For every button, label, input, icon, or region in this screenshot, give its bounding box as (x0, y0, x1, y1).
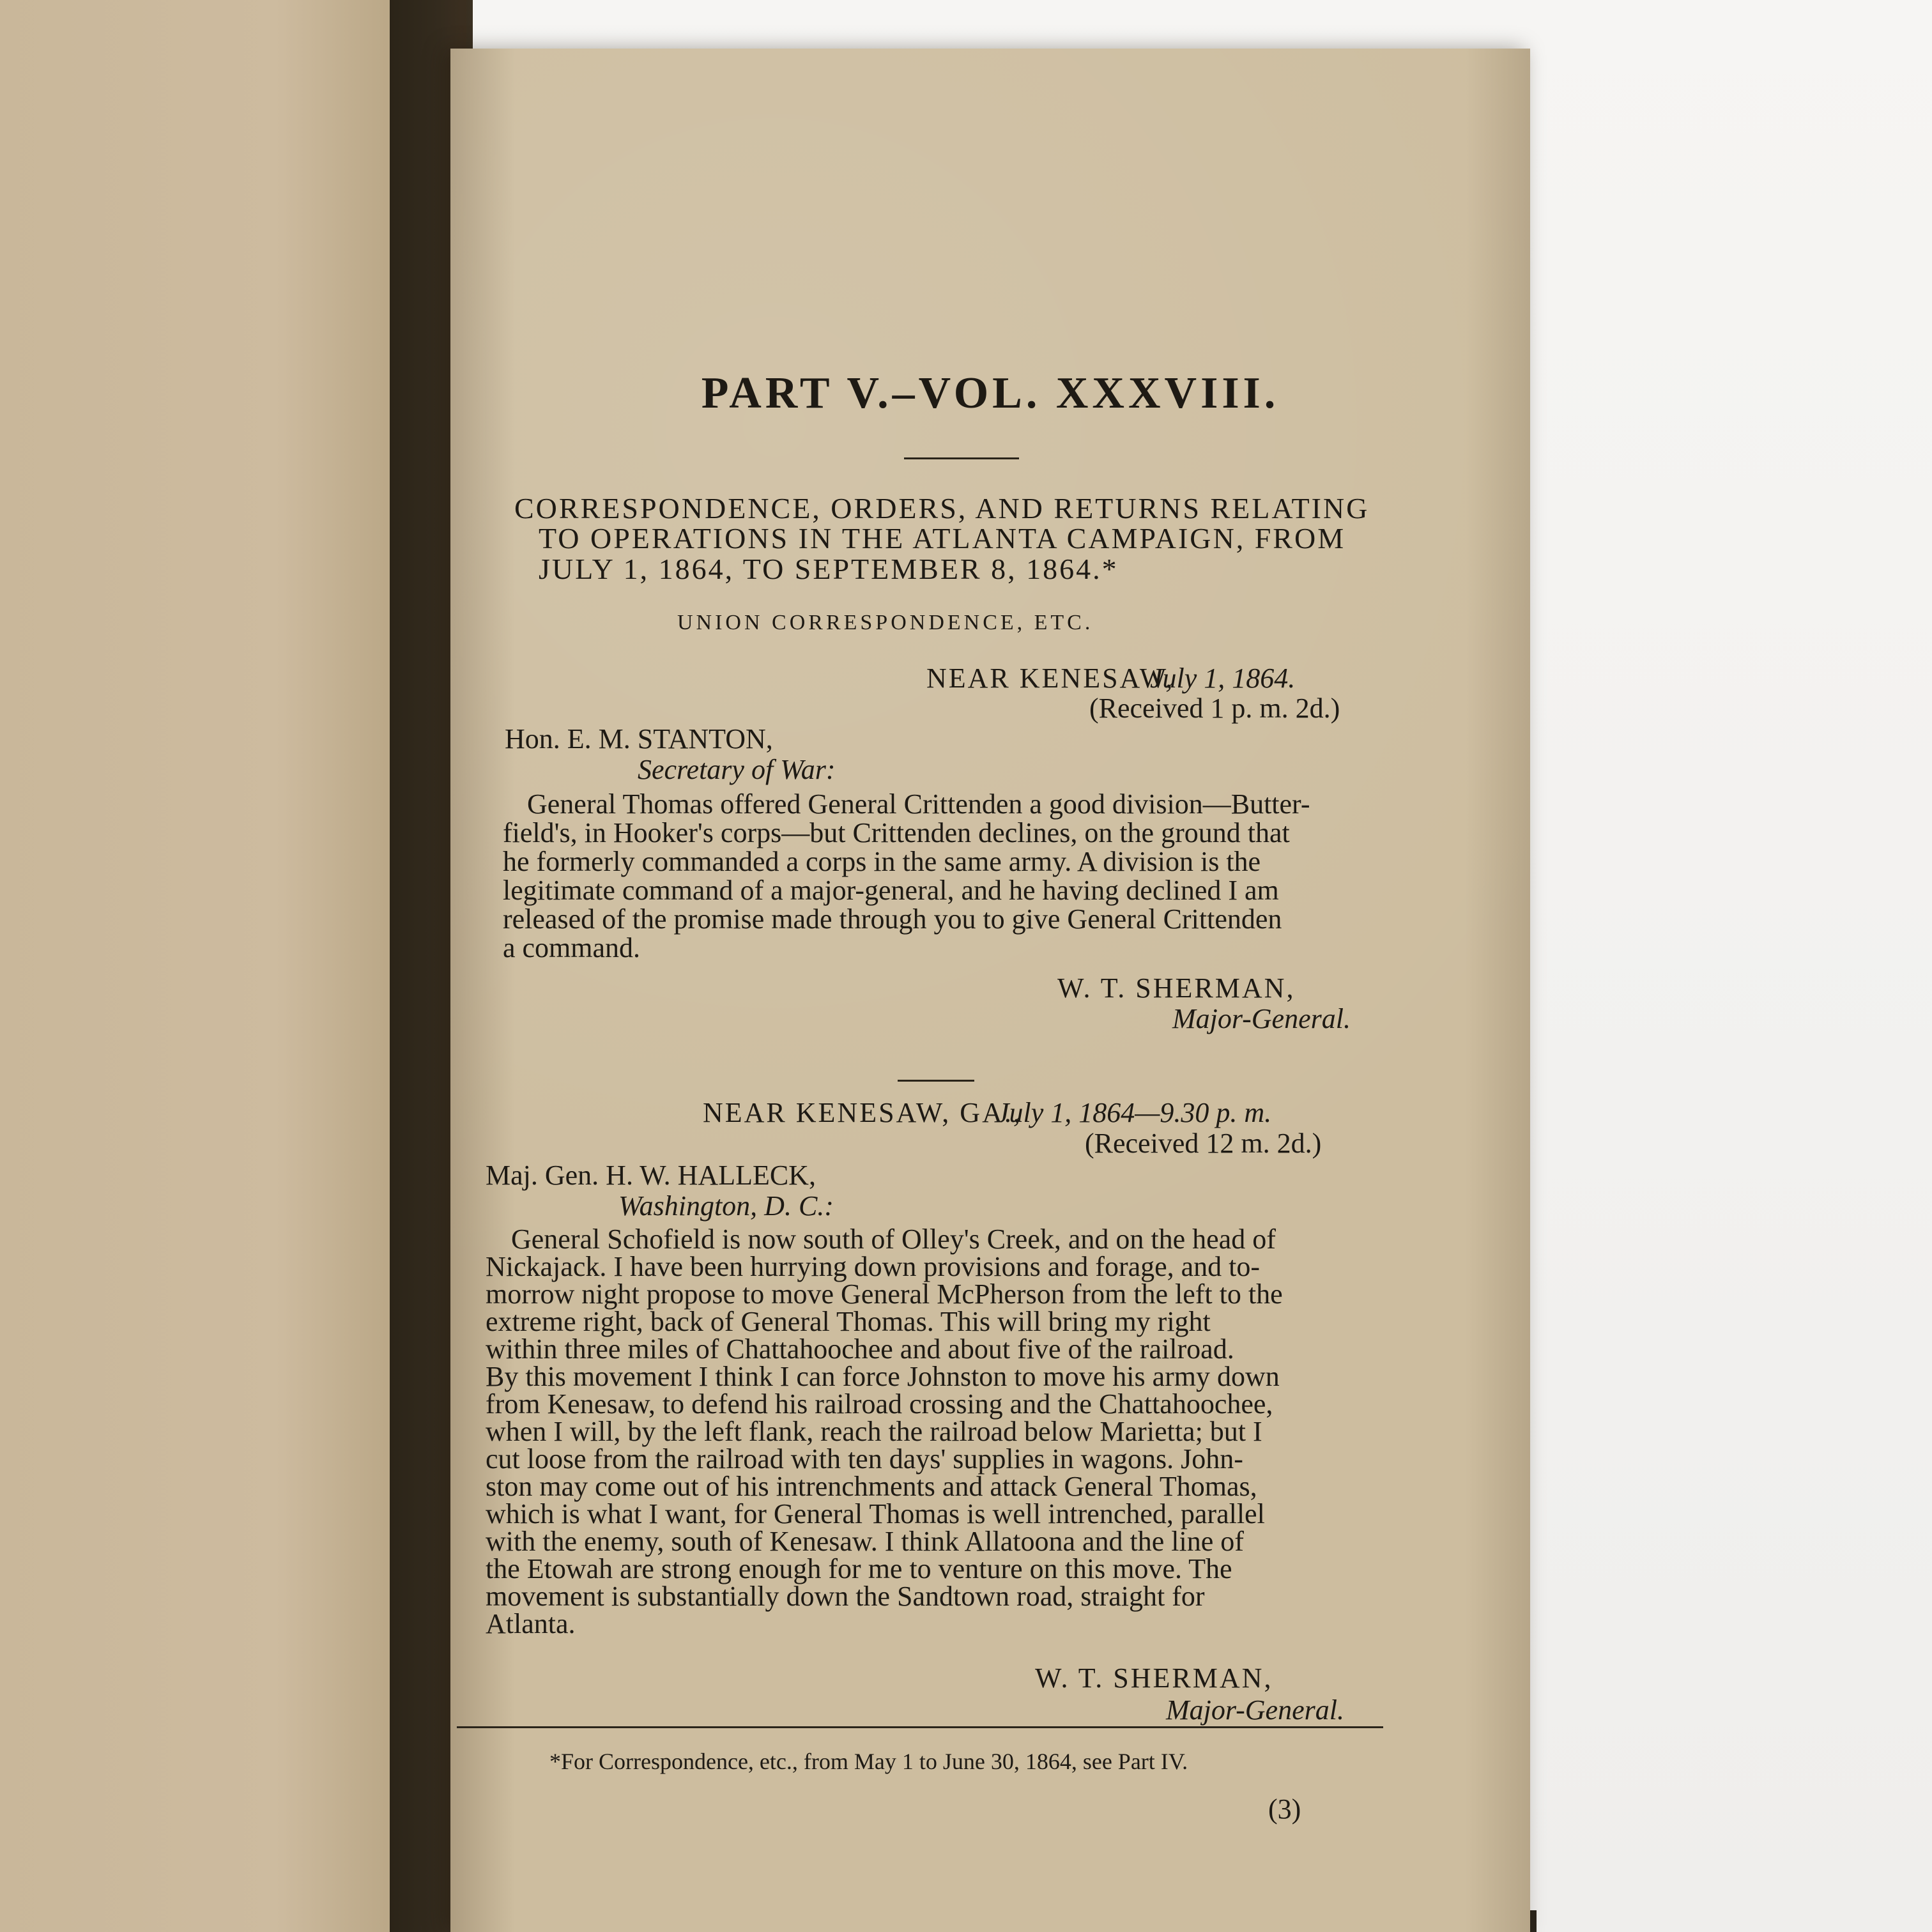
letter2-line: which is what I want, for General Thomas is well intrenched, parallel (486, 1498, 1265, 1529)
letter2-line: with the enemy, south of Kenesaw. I think Allatoona and the line of (486, 1526, 1244, 1557)
letter2-line: extreme right, back of General Thomas. This will bring my right (486, 1306, 1211, 1337)
letter2-line: General Schofield is now south of Olley's Creek, and on the head of (511, 1223, 1276, 1255)
letter1-line: a command. (503, 932, 641, 963)
letter2-line: when I will, by the left flank, reach the railroad below Marietta; but I (486, 1416, 1262, 1447)
page-content (450, 49, 1530, 1932)
page-number: (3) (1268, 1793, 1301, 1825)
section-subheading: UNION CORRESPONDENCE, ETC. (677, 611, 1094, 634)
letter1-line: released of the promise made through you to give General Crittenden (503, 903, 1282, 935)
letter1-date: July 1, 1864. (1150, 663, 1296, 694)
letter2-line: By this movement I think I can force Johnston to move his army down (486, 1361, 1280, 1392)
letter2-addressee: Maj. Gen. H. W. HALLECK, (486, 1160, 816, 1191)
page-title: PART V.–VOL. XXXVIII. (701, 369, 1280, 418)
letter1-signature: W. T. SHERMAN, (1057, 972, 1296, 1004)
heading-line-3: JULY 1, 1864, TO SEPTEMBER 8, 1864.* (539, 553, 1119, 585)
letter-separator (898, 1080, 974, 1082)
letter1-place: NEAR KENESAW, (926, 663, 1175, 694)
letter1-addressee: Hon. E. M. STANTON, (505, 723, 773, 755)
letter2-received: (Received 12 m. 2d.) (1085, 1128, 1322, 1159)
letter1-line: General Thomas offered General Crittenden a good division—Butter- (527, 788, 1310, 820)
title-rule (904, 457, 1019, 459)
letter2-line: Nickajack. I have been hurrying down provisions and forage, and to- (486, 1251, 1261, 1282)
letter1-addressee-title: Secretary of War: (638, 754, 836, 785)
letter1-rank: Major-General. (1172, 1003, 1351, 1034)
letter2-line: morrow night propose to move General McPherson from the left to the (486, 1278, 1283, 1310)
footnote: *For Correspondence, etc., from May 1 to June 30, 1864, see Part IV. (549, 1749, 1188, 1774)
letter2-signature: W. T. SHERMAN, (1035, 1662, 1273, 1694)
letter2-place: NEAR KENESAW, GA., (703, 1097, 1022, 1128)
letter2-line: the Etowah are strong enough for me to venture on this move. The (486, 1553, 1232, 1584)
letter2-line: ston may come out of his intrenchments and attack General Thomas, (486, 1471, 1257, 1502)
letter1-line: legitimate command of a major-general, and he having declined I am (503, 875, 1279, 906)
letter2-date: July 1, 1864—9.30 p. m. (997, 1097, 1272, 1128)
footnote-rule (457, 1726, 1383, 1728)
right-page (450, 49, 1530, 1932)
heading-line-2: TO OPERATIONS IN THE ATLANTA CAMPAIGN, FROM (539, 522, 1346, 555)
letter2-line: movement is substantially down the Sandtown road, straight for (486, 1581, 1205, 1612)
letter1-line: he formerly commanded a corps in the same army. A division is the (503, 846, 1261, 877)
letter2-addressee-title: Washington, D. C.: (618, 1190, 834, 1222)
heading-line-1: CORRESPONDENCE, ORDERS, AND RETURNS RELATING (514, 492, 1370, 525)
letter2-line: cut loose from the railroad with ten days' supplies in wagons. John- (486, 1443, 1243, 1475)
letter2-line: Atlanta. (486, 1608, 576, 1639)
letter2-line: from Kenesaw, to defend his railroad crossing and the Chattahoochee, (486, 1388, 1273, 1420)
letter2-rank: Major-General. (1166, 1694, 1344, 1726)
letter1-line: field's, in Hooker's corps—but Crittenden declines, on the ground that (503, 817, 1290, 848)
letter2-line: within three miles of Chattahoochee and about five of the railroad. (486, 1333, 1234, 1365)
letter1-received: (Received 1 p. m. 2d.) (1089, 693, 1340, 724)
